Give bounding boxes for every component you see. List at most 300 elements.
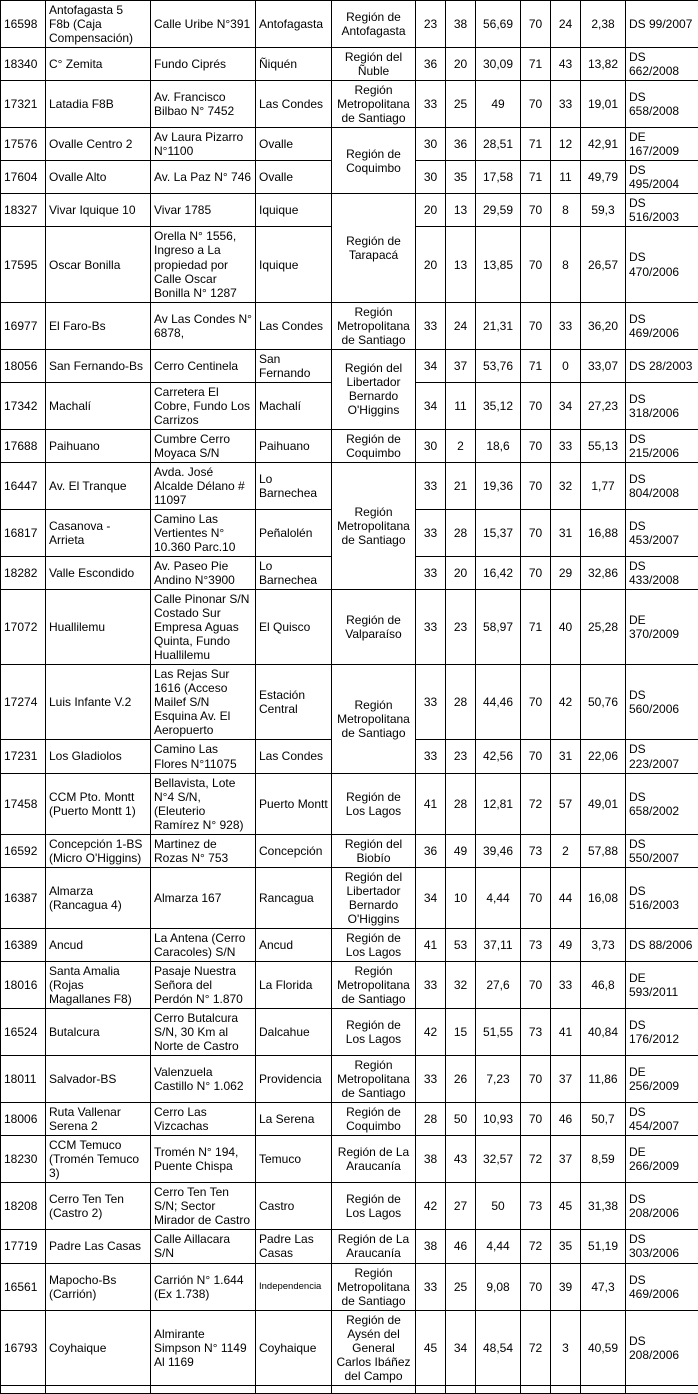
station-address-cell: Pasaje Nuestra Señora del Perdón N° 1.870 bbox=[151, 961, 256, 1008]
longitude-degrees-cell: 72 bbox=[521, 1310, 551, 1385]
latitude-seconds-cell: 4,44 bbox=[476, 1230, 521, 1263]
station-name-cell: Huallilemu bbox=[46, 590, 151, 665]
station-name-cell: Luis Infante V.2 bbox=[46, 665, 151, 740]
station-decree-cell: DS 318/2006 bbox=[626, 382, 698, 429]
station-id-cell: 16592 bbox=[1, 834, 46, 867]
station-name-cell: Paihuano bbox=[46, 429, 151, 462]
station-region-cell: Región de Tarapacá bbox=[332, 194, 416, 302]
longitude-seconds-cell: 1,77 bbox=[581, 462, 626, 509]
longitude-minutes-cell: 46 bbox=[551, 1103, 581, 1136]
station-id-cell: 17072 bbox=[1, 590, 46, 665]
station-city-cell: Machalí bbox=[256, 382, 332, 429]
latitude-degrees-cell: 33 bbox=[416, 590, 446, 665]
latitude-minutes-cell bbox=[446, 1385, 476, 1393]
longitude-minutes-cell: 31 bbox=[551, 740, 581, 773]
latitude-degrees-cell: 42 bbox=[416, 1009, 446, 1056]
longitude-minutes-cell: 37 bbox=[551, 1056, 581, 1103]
longitude-seconds-cell: 47,3 bbox=[581, 1263, 626, 1310]
longitude-seconds-cell: 31,38 bbox=[581, 1183, 626, 1230]
longitude-degrees-cell: 71 bbox=[521, 48, 551, 81]
station-name-cell: Ancud bbox=[46, 928, 151, 961]
longitude-seconds-cell: 49,79 bbox=[581, 161, 626, 194]
longitude-seconds-cell: 46,8 bbox=[581, 961, 626, 1008]
latitude-seconds-cell: 49 bbox=[476, 81, 521, 128]
station-city-cell: Iquique bbox=[256, 194, 332, 227]
station-decree-cell: DS 550/2007 bbox=[626, 834, 698, 867]
latitude-minutes-cell: 50 bbox=[446, 1103, 476, 1136]
station-region-cell: Región de Coquimbo bbox=[332, 1103, 416, 1136]
longitude-seconds-cell: 16,08 bbox=[581, 867, 626, 928]
latitude-minutes-cell: 43 bbox=[446, 1136, 476, 1183]
station-id-cell: 17321 bbox=[1, 81, 46, 128]
longitude-degrees-cell: 73 bbox=[521, 1009, 551, 1056]
station-city-cell: Padre Las Casas bbox=[256, 1230, 332, 1263]
station-region-cell: Región Metropolitana de Santiago bbox=[332, 961, 416, 1008]
station-name-cell: Latadia F8B bbox=[46, 81, 151, 128]
station-decree-cell: DS 454/2007 bbox=[626, 1103, 698, 1136]
longitude-seconds-cell: 57,88 bbox=[581, 834, 626, 867]
station-decree-cell: DS 658/2008 bbox=[626, 81, 698, 128]
longitude-minutes-cell: 44 bbox=[551, 867, 581, 928]
station-decree-cell: DS 469/2006 bbox=[626, 1263, 698, 1310]
station-id-cell bbox=[1, 1385, 46, 1393]
station-name-cell: Salvador-BS bbox=[46, 1056, 151, 1103]
longitude-seconds-cell: 50,76 bbox=[581, 665, 626, 740]
longitude-degrees-cell: 70 bbox=[521, 1, 551, 48]
longitude-minutes-cell: 8 bbox=[551, 194, 581, 227]
station-city-cell: Rancagua bbox=[256, 867, 332, 928]
station-name-cell: Oscar Bonilla bbox=[46, 227, 151, 302]
latitude-minutes-cell: 25 bbox=[446, 1263, 476, 1310]
table-row bbox=[1, 194, 698, 227]
station-region-cell: Región de Valparaíso bbox=[332, 590, 416, 665]
station-region-cell: Región de Antofagasta bbox=[332, 1, 416, 48]
station-id-cell: 18327 bbox=[1, 194, 46, 227]
latitude-seconds-cell: 37,11 bbox=[476, 928, 521, 961]
station-name-cell: CCM Temuco (Tromén Temuco 3) bbox=[46, 1136, 151, 1183]
longitude-degrees-cell: 70 bbox=[521, 429, 551, 462]
station-city-cell: Coyhaique bbox=[256, 1310, 332, 1385]
longitude-degrees-cell: 71 bbox=[521, 349, 551, 382]
table-row bbox=[1, 429, 698, 462]
station-decree-cell: DS 28/2003 bbox=[626, 349, 698, 382]
table-row bbox=[1, 1, 698, 48]
latitude-minutes-cell: 20 bbox=[446, 48, 476, 81]
station-address-cell: Av. La Paz N° 746 bbox=[151, 161, 256, 194]
station-name-cell: Machalí bbox=[46, 382, 151, 429]
station-id-cell: 18208 bbox=[1, 1183, 46, 1230]
station-id-cell: 18230 bbox=[1, 1136, 46, 1183]
longitude-seconds-cell: 11,86 bbox=[581, 1056, 626, 1103]
longitude-seconds-cell: 59,3 bbox=[581, 194, 626, 227]
station-decree-cell: DS 662/2008 bbox=[626, 48, 698, 81]
station-address-cell: Las Rejas Sur 1616 (Acceso Mailef S/N Esquina Av. El Aeropuerto bbox=[151, 665, 256, 740]
latitude-degrees-cell: 45 bbox=[416, 1310, 446, 1385]
longitude-minutes-cell: 45 bbox=[551, 1183, 581, 1230]
longitude-degrees-cell: 70 bbox=[521, 867, 551, 928]
partial-table-row bbox=[1, 1385, 698, 1393]
station-region-cell: Región de Los Lagos bbox=[332, 1183, 416, 1230]
station-region-cell: Región Metropolitana de Santiago bbox=[332, 1056, 416, 1103]
latitude-degrees-cell: 30 bbox=[416, 128, 446, 161]
longitude-seconds-cell: 19,01 bbox=[581, 81, 626, 128]
longitude-degrees-cell: 70 bbox=[521, 81, 551, 128]
station-decree-cell: DS 469/2006 bbox=[626, 302, 698, 349]
longitude-degrees-cell: 73 bbox=[521, 928, 551, 961]
station-id-cell: 16817 bbox=[1, 510, 46, 557]
table-row bbox=[1, 1183, 698, 1230]
station-decree-cell bbox=[626, 1385, 698, 1393]
station-name-cell: Santa Amalia (Rojas Magallanes F8) bbox=[46, 961, 151, 1008]
table-row bbox=[1, 1230, 698, 1263]
latitude-seconds-cell: 29,59 bbox=[476, 194, 521, 227]
table-row bbox=[1, 773, 698, 834]
longitude-degrees-cell: 70 bbox=[521, 227, 551, 302]
station-name-cell: Almarza (Rancagua 4) bbox=[46, 867, 151, 928]
table-row bbox=[1, 590, 698, 665]
latitude-seconds-cell: 16,42 bbox=[476, 557, 521, 590]
station-region-cell: Región Metropolitana de Santiago bbox=[332, 665, 416, 773]
station-city-cell: Las Condes bbox=[256, 302, 332, 349]
station-id-cell: 17576 bbox=[1, 128, 46, 161]
longitude-degrees-cell: 70 bbox=[521, 194, 551, 227]
station-city-cell: Estación Central bbox=[256, 665, 332, 740]
longitude-degrees-cell: 70 bbox=[521, 740, 551, 773]
station-decree-cell: DE 256/2009 bbox=[626, 1056, 698, 1103]
latitude-minutes-cell: 46 bbox=[446, 1230, 476, 1263]
latitude-degrees-cell: 34 bbox=[416, 867, 446, 928]
station-region-cell: Región del Biobío bbox=[332, 834, 416, 867]
longitude-seconds-cell: 3,73 bbox=[581, 928, 626, 961]
latitude-degrees-cell: 42 bbox=[416, 1183, 446, 1230]
latitude-degrees-cell: 33 bbox=[416, 557, 446, 590]
latitude-minutes-cell: 37 bbox=[446, 349, 476, 382]
station-address-cell: Av. Paseo Pie Andino N°3900 bbox=[151, 557, 256, 590]
latitude-degrees-cell: 38 bbox=[416, 1230, 446, 1263]
station-id-cell: 18282 bbox=[1, 557, 46, 590]
longitude-seconds-cell: 42,91 bbox=[581, 128, 626, 161]
longitude-seconds-cell: 49,01 bbox=[581, 773, 626, 834]
latitude-seconds-cell: 12,81 bbox=[476, 773, 521, 834]
station-decree-cell: DS 215/2006 bbox=[626, 429, 698, 462]
longitude-minutes-cell: 12 bbox=[551, 128, 581, 161]
latitude-degrees-cell: 34 bbox=[416, 349, 446, 382]
longitude-seconds-cell: 51,19 bbox=[581, 1230, 626, 1263]
latitude-degrees-cell: 33 bbox=[416, 665, 446, 740]
station-name-cell: Vivar Iquique 10 bbox=[46, 194, 151, 227]
longitude-seconds-cell: 13,82 bbox=[581, 48, 626, 81]
longitude-degrees-cell: 70 bbox=[521, 510, 551, 557]
longitude-minutes-cell: 8 bbox=[551, 227, 581, 302]
table-row bbox=[1, 961, 698, 1008]
station-address-cell: Orella N° 1556, Ingreso a La propiedad por Calle Oscar Bonilla N° 1287 bbox=[151, 227, 256, 302]
latitude-seconds-cell: 21,31 bbox=[476, 302, 521, 349]
latitude-minutes-cell: 28 bbox=[446, 510, 476, 557]
longitude-seconds-cell: 55,13 bbox=[581, 429, 626, 462]
station-id-cell: 16447 bbox=[1, 462, 46, 509]
latitude-degrees-cell: 33 bbox=[416, 740, 446, 773]
station-id-cell: 18340 bbox=[1, 48, 46, 81]
table-row bbox=[1, 1136, 698, 1183]
latitude-seconds-cell bbox=[476, 1385, 521, 1393]
latitude-minutes-cell: 15 bbox=[446, 1009, 476, 1056]
longitude-minutes-cell: 11 bbox=[551, 161, 581, 194]
station-region-cell: Región de Los Lagos bbox=[332, 928, 416, 961]
latitude-minutes-cell: 35 bbox=[446, 161, 476, 194]
latitude-minutes-cell: 20 bbox=[446, 557, 476, 590]
latitude-degrees-cell bbox=[416, 1385, 446, 1393]
station-id-cell: 18006 bbox=[1, 1103, 46, 1136]
longitude-degrees-cell: 70 bbox=[521, 961, 551, 1008]
station-name-cell: Concepción 1-BS (Micro O'Higgins) bbox=[46, 834, 151, 867]
longitude-degrees-cell: 71 bbox=[521, 161, 551, 194]
station-address-cell: Valenzuela Castillo N° 1.062 bbox=[151, 1056, 256, 1103]
station-city-cell: Lo Barnechea bbox=[256, 462, 332, 509]
longitude-seconds-cell: 50,7 bbox=[581, 1103, 626, 1136]
station-region-cell: Región de Los Lagos bbox=[332, 1009, 416, 1056]
station-address-cell: Av Las Condes N° 6878, bbox=[151, 302, 256, 349]
station-name-cell: C° Zemita bbox=[46, 48, 151, 81]
longitude-minutes-cell: 41 bbox=[551, 1009, 581, 1056]
station-address-cell: Cerro Centinela bbox=[151, 349, 256, 382]
table-row bbox=[1, 128, 698, 161]
station-region-cell: Región de Coquimbo bbox=[332, 128, 416, 194]
station-name-cell: Ovalle Centro 2 bbox=[46, 128, 151, 161]
station-name-cell: Casanova - Arrieta bbox=[46, 510, 151, 557]
station-name-cell: Ruta Vallenar Serena 2 bbox=[46, 1103, 151, 1136]
latitude-minutes-cell: 36 bbox=[446, 128, 476, 161]
longitude-degrees-cell: 70 bbox=[521, 1103, 551, 1136]
station-region-cell: Región Metropolitana de Santiago bbox=[332, 462, 416, 589]
station-city-cell: Paihuano bbox=[256, 429, 332, 462]
table-row bbox=[1, 665, 698, 740]
station-decree-cell: DS 433/2008 bbox=[626, 557, 698, 590]
latitude-degrees-cell: 28 bbox=[416, 1103, 446, 1136]
station-region-cell: Región del Libertador Bernardo O'Higgins bbox=[332, 349, 416, 429]
latitude-minutes-cell: 2 bbox=[446, 429, 476, 462]
longitude-minutes-cell: 33 bbox=[551, 302, 581, 349]
longitude-minutes-cell: 33 bbox=[551, 81, 581, 128]
latitude-minutes-cell: 28 bbox=[446, 665, 476, 740]
station-id-cell: 17719 bbox=[1, 1230, 46, 1263]
longitude-seconds-cell: 27,23 bbox=[581, 382, 626, 429]
longitude-degrees-cell: 70 bbox=[521, 1056, 551, 1103]
latitude-minutes-cell: 21 bbox=[446, 462, 476, 509]
latitude-minutes-cell: 11 bbox=[446, 382, 476, 429]
latitude-seconds-cell: 44,46 bbox=[476, 665, 521, 740]
latitude-degrees-cell: 41 bbox=[416, 773, 446, 834]
station-decree-cell: DS 453/2007 bbox=[626, 510, 698, 557]
latitude-minutes-cell: 34 bbox=[446, 1310, 476, 1385]
table-row bbox=[1, 349, 698, 382]
latitude-seconds-cell: 53,76 bbox=[476, 349, 521, 382]
station-city-cell: San Fernando bbox=[256, 349, 332, 382]
latitude-degrees-cell: 36 bbox=[416, 48, 446, 81]
station-region-cell bbox=[332, 1385, 416, 1393]
station-address-cell: Av Laura Pizarro N°1100 bbox=[151, 128, 256, 161]
latitude-degrees-cell: 38 bbox=[416, 1136, 446, 1183]
station-address-cell: Martinez de Rozas N° 753 bbox=[151, 834, 256, 867]
longitude-degrees-cell: 70 bbox=[521, 382, 551, 429]
latitude-seconds-cell: 39,46 bbox=[476, 834, 521, 867]
longitude-minutes-cell: 57 bbox=[551, 773, 581, 834]
station-city-cell: Lo Barnechea bbox=[256, 557, 332, 590]
station-decree-cell: DS 470/2006 bbox=[626, 227, 698, 302]
latitude-seconds-cell: 58,97 bbox=[476, 590, 521, 665]
station-city-cell: Temuco bbox=[256, 1136, 332, 1183]
station-city-cell: Castro bbox=[256, 1183, 332, 1230]
latitude-minutes-cell: 24 bbox=[446, 302, 476, 349]
station-city-cell: La Florida bbox=[256, 961, 332, 1008]
station-city-cell: Las Condes bbox=[256, 740, 332, 773]
station-decree-cell: DS 804/2008 bbox=[626, 462, 698, 509]
station-region-cell: Región de La Araucanía bbox=[332, 1230, 416, 1263]
station-id-cell: 17274 bbox=[1, 665, 46, 740]
longitude-degrees-cell: 72 bbox=[521, 773, 551, 834]
station-city-cell: Ovalle bbox=[256, 128, 332, 161]
station-id-cell: 16524 bbox=[1, 1009, 46, 1056]
station-address-cell: Camino Las Vertientes N° 10.360 Parc.10 bbox=[151, 510, 256, 557]
latitude-minutes-cell: 53 bbox=[446, 928, 476, 961]
longitude-seconds-cell: 32,86 bbox=[581, 557, 626, 590]
longitude-degrees-cell: 70 bbox=[521, 557, 551, 590]
latitude-seconds-cell: 19,36 bbox=[476, 462, 521, 509]
station-decree-cell: DS 495/2004 bbox=[626, 161, 698, 194]
longitude-minutes-cell: 2 bbox=[551, 834, 581, 867]
station-address-cell: Carrión N° 1.644 (Ex 1.738) bbox=[151, 1263, 256, 1310]
latitude-degrees-cell: 33 bbox=[416, 1056, 446, 1103]
station-region-cell: Región de La Araucanía bbox=[332, 1136, 416, 1183]
latitude-seconds-cell: 35,12 bbox=[476, 382, 521, 429]
station-city-cell: La Serena bbox=[256, 1103, 332, 1136]
latitude-minutes-cell: 13 bbox=[446, 227, 476, 302]
station-id-cell: 16977 bbox=[1, 302, 46, 349]
longitude-degrees-cell bbox=[521, 1385, 551, 1393]
longitude-degrees-cell: 73 bbox=[521, 1183, 551, 1230]
station-id-cell: 17595 bbox=[1, 227, 46, 302]
longitude-degrees-cell: 71 bbox=[521, 590, 551, 665]
longitude-seconds-cell: 40,59 bbox=[581, 1310, 626, 1385]
longitude-degrees-cell: 72 bbox=[521, 1230, 551, 1263]
latitude-seconds-cell: 56,69 bbox=[476, 1, 521, 48]
latitude-seconds-cell: 32,57 bbox=[476, 1136, 521, 1183]
longitude-degrees-cell: 71 bbox=[521, 128, 551, 161]
station-id-cell: 17688 bbox=[1, 429, 46, 462]
station-city-cell: Ovalle bbox=[256, 161, 332, 194]
latitude-degrees-cell: 23 bbox=[416, 1, 446, 48]
latitude-degrees-cell: 41 bbox=[416, 928, 446, 961]
latitude-seconds-cell: 48,54 bbox=[476, 1310, 521, 1385]
station-id-cell: 18011 bbox=[1, 1056, 46, 1103]
station-region-cell: Región de Coquimbo bbox=[332, 429, 416, 462]
station-decree-cell: DS 303/2006 bbox=[626, 1230, 698, 1263]
station-decree-cell: DS 560/2006 bbox=[626, 665, 698, 740]
latitude-minutes-cell: 23 bbox=[446, 740, 476, 773]
longitude-seconds-cell: 25,28 bbox=[581, 590, 626, 665]
station-name-cell: Los Gladiolos bbox=[46, 740, 151, 773]
longitude-seconds-cell: 16,88 bbox=[581, 510, 626, 557]
station-decree-cell: DE 167/2009 bbox=[626, 128, 698, 161]
longitude-degrees-cell: 73 bbox=[521, 834, 551, 867]
station-region-cell: Región de Los Lagos bbox=[332, 773, 416, 834]
station-city-cell: Puerto Montt bbox=[256, 773, 332, 834]
station-address-cell: La Antena (Cerro Caracoles) S/N bbox=[151, 928, 256, 961]
station-city-cell: Independencia bbox=[256, 1263, 332, 1310]
station-name-cell: Cerro Ten Ten (Castro 2) bbox=[46, 1183, 151, 1230]
station-city-cell: Antofagasta bbox=[256, 1, 332, 48]
station-decree-cell: DE 593/2011 bbox=[626, 961, 698, 1008]
table-row bbox=[1, 928, 698, 961]
latitude-seconds-cell: 13,85 bbox=[476, 227, 521, 302]
table-row bbox=[1, 1056, 698, 1103]
station-city-cell: Ñiquén bbox=[256, 48, 332, 81]
longitude-minutes-cell: 39 bbox=[551, 1263, 581, 1310]
station-region-cell: Región de Aysén del General Carlos Ibáñez del Campo bbox=[332, 1310, 416, 1385]
longitude-seconds-cell: 8,59 bbox=[581, 1136, 626, 1183]
station-address-cell: Avda. José Alcalde Délano # 11097 bbox=[151, 462, 256, 509]
latitude-degrees-cell: 30 bbox=[416, 161, 446, 194]
latitude-degrees-cell: 33 bbox=[416, 961, 446, 1008]
station-address-cell: Calle Uribe N°391 bbox=[151, 1, 256, 48]
station-name-cell: Butalcura bbox=[46, 1009, 151, 1056]
station-address-cell: Almarza 167 bbox=[151, 867, 256, 928]
latitude-seconds-cell: 50 bbox=[476, 1183, 521, 1230]
latitude-seconds-cell: 7,23 bbox=[476, 1056, 521, 1103]
latitude-minutes-cell: 28 bbox=[446, 773, 476, 834]
latitude-minutes-cell: 10 bbox=[446, 867, 476, 928]
longitude-minutes-cell: 42 bbox=[551, 665, 581, 740]
latitude-seconds-cell: 4,44 bbox=[476, 867, 521, 928]
table-row bbox=[1, 462, 698, 509]
station-address-cell: Bellavista, Lote N°4 S/N, (Eleuterio Ramírez N° 928) bbox=[151, 773, 256, 834]
latitude-degrees-cell: 30 bbox=[416, 429, 446, 462]
station-name-cell: CCM Pto. Montt (Puerto Montt 1) bbox=[46, 773, 151, 834]
longitude-seconds-cell bbox=[581, 1385, 626, 1393]
station-address-cell: Fundo Ciprés bbox=[151, 48, 256, 81]
station-address-cell: Carretera El Cobre, Fundo Los Carrizos bbox=[151, 382, 256, 429]
table-row bbox=[1, 1009, 698, 1056]
station-name-cell: San Fernando-Bs bbox=[46, 349, 151, 382]
longitude-minutes-cell: 31 bbox=[551, 510, 581, 557]
longitude-minutes-cell: 49 bbox=[551, 928, 581, 961]
latitude-seconds-cell: 51,55 bbox=[476, 1009, 521, 1056]
station-decree-cell: DS 223/2007 bbox=[626, 740, 698, 773]
latitude-minutes-cell: 26 bbox=[446, 1056, 476, 1103]
longitude-minutes-cell: 33 bbox=[551, 961, 581, 1008]
longitude-minutes-cell: 40 bbox=[551, 590, 581, 665]
longitude-minutes-cell: 32 bbox=[551, 462, 581, 509]
station-decree-cell: DS 208/2006 bbox=[626, 1310, 698, 1385]
station-decree-cell: DS 88/2006 bbox=[626, 928, 698, 961]
latitude-seconds-cell: 30,09 bbox=[476, 48, 521, 81]
latitude-seconds-cell: 42,56 bbox=[476, 740, 521, 773]
longitude-degrees-cell: 70 bbox=[521, 1263, 551, 1310]
station-id-cell: 16387 bbox=[1, 867, 46, 928]
station-id-cell: 16793 bbox=[1, 1310, 46, 1385]
station-address-cell: Almirante Simpson N° 1149 Al 1169 bbox=[151, 1310, 256, 1385]
station-name-cell: Antofagasta 5 F8b (Caja Compensación) bbox=[46, 1, 151, 48]
station-decree-cell: DS 516/2003 bbox=[626, 867, 698, 928]
longitude-minutes-cell: 29 bbox=[551, 557, 581, 590]
station-name-cell: El Faro-Bs bbox=[46, 302, 151, 349]
station-city-cell: El Quisco bbox=[256, 590, 332, 665]
latitude-degrees-cell: 34 bbox=[416, 382, 446, 429]
station-id-cell: 17231 bbox=[1, 740, 46, 773]
station-id-cell: 18016 bbox=[1, 961, 46, 1008]
station-decree-cell: DS 516/2003 bbox=[626, 194, 698, 227]
latitude-degrees-cell: 33 bbox=[416, 510, 446, 557]
station-city-cell: Providencia bbox=[256, 1056, 332, 1103]
